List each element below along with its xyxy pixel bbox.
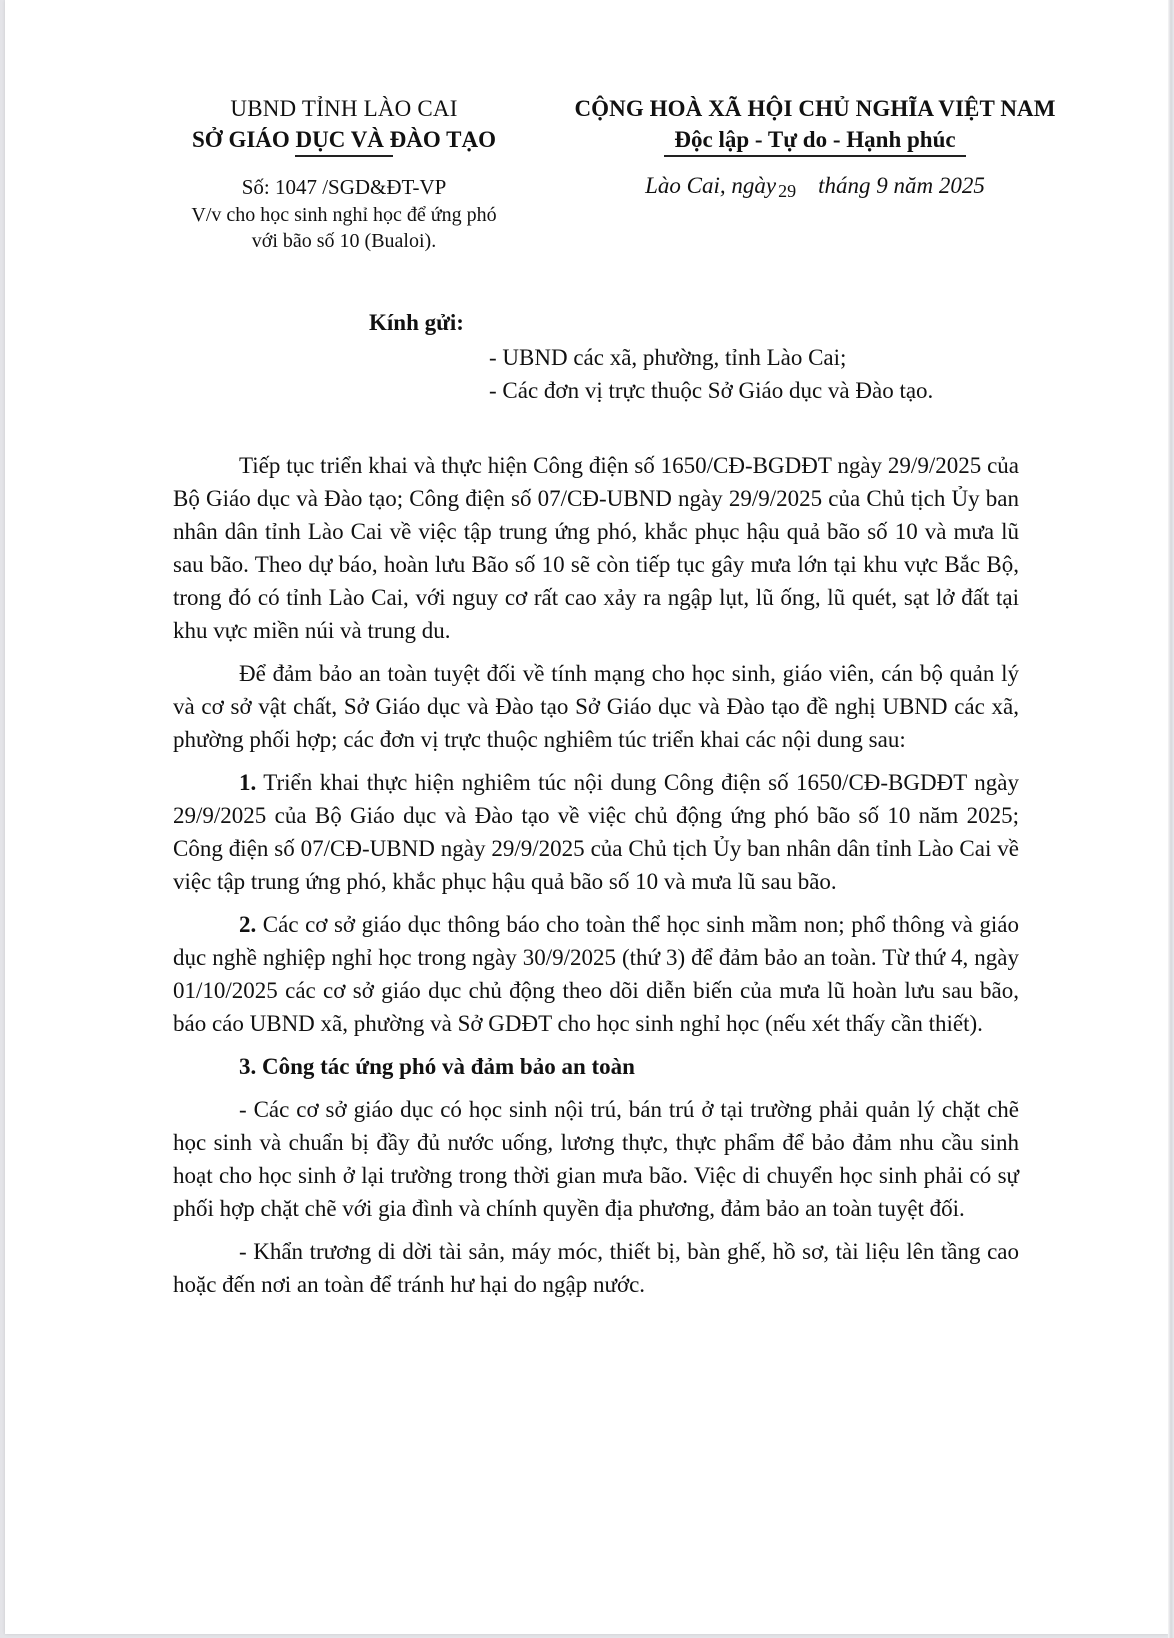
recipient-item: - Các đơn vị trực thuộc Sở Giáo dục và Đào tạo. [489, 378, 934, 403]
date-day: 29 [778, 181, 797, 201]
item-3-heading: 3. Công tác ứng phó và đảm bảo an toàn [239, 1054, 635, 1079]
item-1 [173, 766, 1019, 898]
national-header-block [535, 93, 1095, 206]
body-paragraph-2: Để đảm bảo an toàn tuyệt đối về tính mạng cho học sinh, giáo viên, cán bộ quản lý và cơ sở vật chất, Sở Giáo dục và Đào tạo Sở Giáo dục và Đào tạo đề nghị UBND các xã, phường phối hợp; các đơn vị trực thuộc nghiêm túc triển khai các nội dung sau: [173, 661, 1019, 752]
date-prefix: Lào Cai, ngày [645, 173, 777, 198]
subject-line-1: V/v cho học sinh nghỉ học để ứng phó [191, 204, 497, 226]
document-page [5, 0, 1168, 1634]
item-1-text: Triển khai thực hiện nghiêm túc nội dung Công điện số 1650/CĐ-BGDĐT ngày 29/9/2025 của Bộ Giáo dục và Đào tạo về việc chủ động ứng phó bão số 10 năm 2025; Công điện số 07/CĐ-UBND ngày 29/9/2025 của Chủ tịch Ủy ban nhân dân tỉnh Lào Cai về việc tập trung ứng phó, khắc phục hậu quả bão số 10 và mưa lũ sau bão. [173, 770, 1019, 894]
recipient-item: - UBND các xã, phường, tỉnh Lào Cai; [489, 345, 847, 370]
subject-line-2: với bão số 10 (Bualoi). [251, 230, 437, 252]
item-2-number: 2. [239, 912, 257, 937]
department-name: SỞ GIÁO DỤC VÀ ĐÀO TẠO [192, 127, 496, 152]
document-body [173, 449, 1019, 1301]
recipients-list [489, 341, 933, 407]
recipients-label: Kính gửi: [369, 310, 464, 335]
issuing-authority-block [143, 93, 545, 254]
issue-date [535, 171, 1095, 206]
page-edge [1168, 0, 1174, 1638]
item-1-number: 1. [239, 770, 257, 795]
item-2 [173, 908, 1019, 1040]
department-underline [295, 155, 393, 157]
national-motto: Độc lập - Tự do - Hạnh phúc [674, 127, 956, 152]
item-2-text: Các cơ sở giáo dục thông báo cho toàn thể học sinh mầm non; phổ thông và giáo dục nghề nghiệp nghỉ học trong ngày 30/9/2025 (thứ 3) để đảm bảo an toàn. Từ thứ 4, ngày 01/10/2025 các cơ sở giáo dục chủ động theo dõi diễn biến của mưa lũ hoàn lưu sau bão, báo cáo UBND xã, phường và Sở GDĐT cho học sinh nghỉ học (nếu xét thấy cần thiết). [173, 912, 1019, 1036]
date-suffix: tháng 9 năm 2025 [818, 173, 985, 198]
body-paragraph-1: Tiếp tục triển khai và thực hiện Công điện số 1650/CĐ-BGDĐT ngày 29/9/2025 của Bộ Giáo dục và Đào tạo; Công điện số 07/CĐ-UBND ngày 29/9/2025 của Chủ tịch Ủy ban nhân dân tỉnh Lào Cai về việc tập trung ứng phó, khắc phục hậu quả bão số 10 và mưa lũ sau bão. Theo dự báo, hoàn lưu Bão số 10 sẽ còn tiếp tục gây mưa lớn tại khu vực Bắc Bộ, trong đó có tỉnh Lào Cai, với nguy cơ rất cao xảy ra ngập lụt, lũ ống, lũ quét, sạt lở đất tại khu vực miền núi và trung du. [173, 453, 1019, 643]
nation-title: CỘNG HOÀ XÃ HỘI CHỦ NGHĨA VIỆT NAM [574, 96, 1056, 121]
item-3-bullet-2: - Khẩn trương di dời tài sản, máy móc, thiết bị, bàn ghế, hồ sơ, tài liệu lên tầng cao hoặc đến nơi an toàn để tránh hư hại do ngập nước. [173, 1239, 1019, 1297]
item-3-bullet-1: - Các cơ sở giáo dục có học sinh nội trú, bán trú ở tại trường phải quản lý chặt chẽ học sinh và chuẩn bị đầy đủ nước uống, lương thực, thực phẩm để bảo đảm nhu cầu sinh hoạt cho học sinh ở lại trường trong thời gian mưa bão. Việc di chuyển học sinh phải có sự phối hợp chặt chẽ với gia đình và chính quyền địa phương, đảm bảo an toàn tuyệt đối. [173, 1097, 1019, 1221]
document-number: Số: 1047 /SGD&ĐT-VP [241, 175, 447, 199]
motto-underline [664, 155, 966, 157]
authority-name: UBND TỈNH LÀO CAI [230, 96, 458, 121]
